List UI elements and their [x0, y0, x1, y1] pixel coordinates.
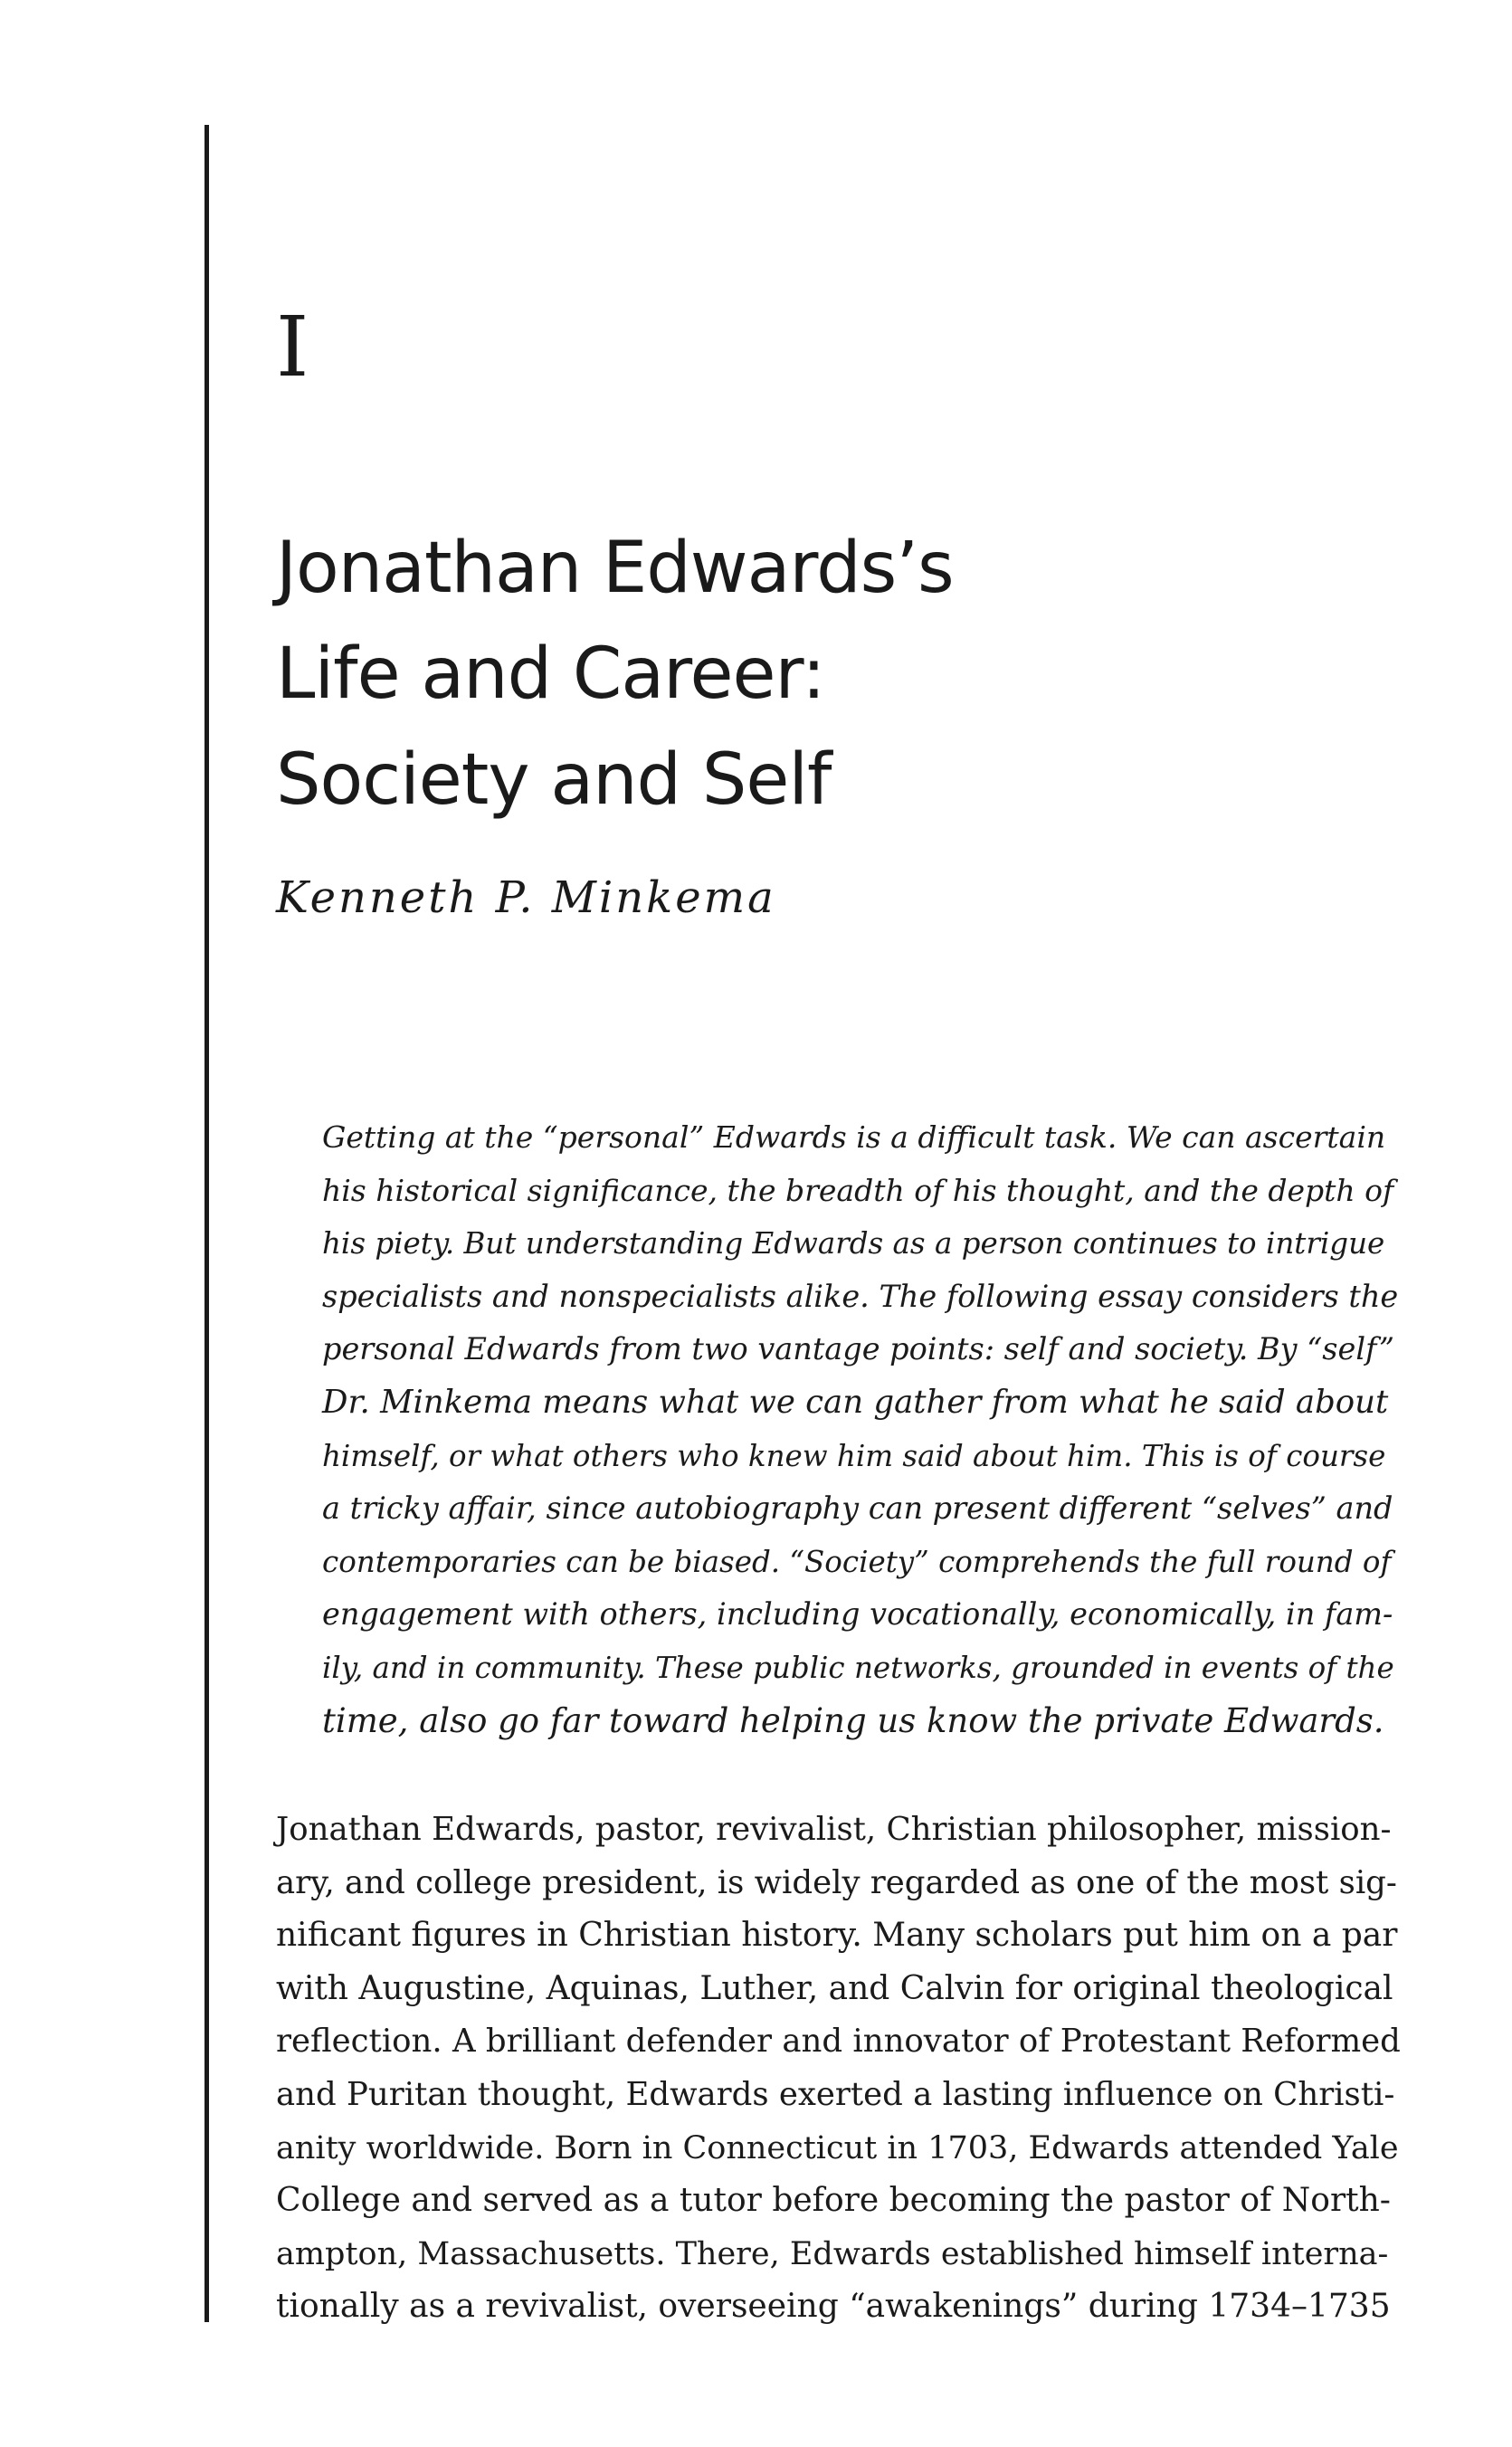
- abstract-line: Dr. Minkema means what we can gather from what he said about: [322, 1383, 1389, 1421]
- abstract-line: engagement with others, including vocationally, economically, in fam-: [322, 1596, 1393, 1633]
- abstract-line: his piety. But understanding Edwards as a person continues to intrigue: [322, 1226, 1385, 1262]
- body-paragraph: [276, 1804, 1403, 2334]
- abstract-line: Getting at the “personal” Edwards is a difficult task. We can ascertain: [322, 1119, 1386, 1155]
- chapter-abstract: [322, 1111, 1399, 1747]
- chapter-author: Kenneth P. Minkema: [276, 872, 776, 923]
- body-line: College and served as a tutor before becoming the pastor of North-: [276, 2182, 1391, 2220]
- abstract-line: personal Edwards from two vantage points: self and society. By “self”: [322, 1331, 1395, 1367]
- chapter-rule: [204, 125, 209, 2322]
- abstract-line: ily, and in community. These public networks, grounded in events of the: [322, 1650, 1394, 1685]
- body-line: ary, and college president, is widely regarded as one of the most sig-: [276, 1863, 1397, 1901]
- body-line: and Puritan thought, Edwards exerted a lasting influence on Christi-: [276, 2075, 1395, 2113]
- abstract-line: his historical significance, the breadth of his thought, and the depth of: [322, 1172, 1394, 1208]
- abstract-line: contemporaries can be biased. “Society” comprehends the full round of: [322, 1544, 1392, 1579]
- chapter-number: I: [276, 299, 309, 395]
- body-line: nificant figures in Christian history. Many scholars put him on a par: [276, 1917, 1398, 1955]
- abstract-line: a tricky affair, since autobiography can present different “selves” and: [322, 1490, 1393, 1527]
- chapter-title-line: Life and Career:: [276, 633, 825, 715]
- chapter-title: [276, 516, 1271, 833]
- abstract-line: himself, or what others who knew him said about him. This is of course: [322, 1438, 1386, 1473]
- abstract-line: time, also go far toward helping us know the private Edwards.: [322, 1700, 1384, 1740]
- body-line: Jonathan Edwards, pastor, revivalist, Christian philosopher, mission-: [276, 1811, 1392, 1848]
- chapter-title-line: Jonathan Edwards’s: [276, 528, 954, 609]
- body-line: anity worldwide. Born in Connecticut in 1703, Edwards attended Yale: [276, 2129, 1399, 2166]
- abstract-line: specialists and nonspecialists alike. The following essay considers the: [322, 1278, 1399, 1314]
- body-line: ampton, Massachusetts. There, Edwards established himself interna-: [276, 2235, 1389, 2272]
- body-line: tionally as a revivalist, overseeing “awakenings” during 1734–1735: [276, 2288, 1391, 2326]
- chapter-title-line: Society and Self: [276, 739, 832, 821]
- body-line: reflection. A brilliant defender and innovator of Protestant Reformed: [276, 2023, 1401, 2061]
- body-line: with Augustine, Aquinas, Luther, and Calvin for original theological: [276, 1969, 1393, 2007]
